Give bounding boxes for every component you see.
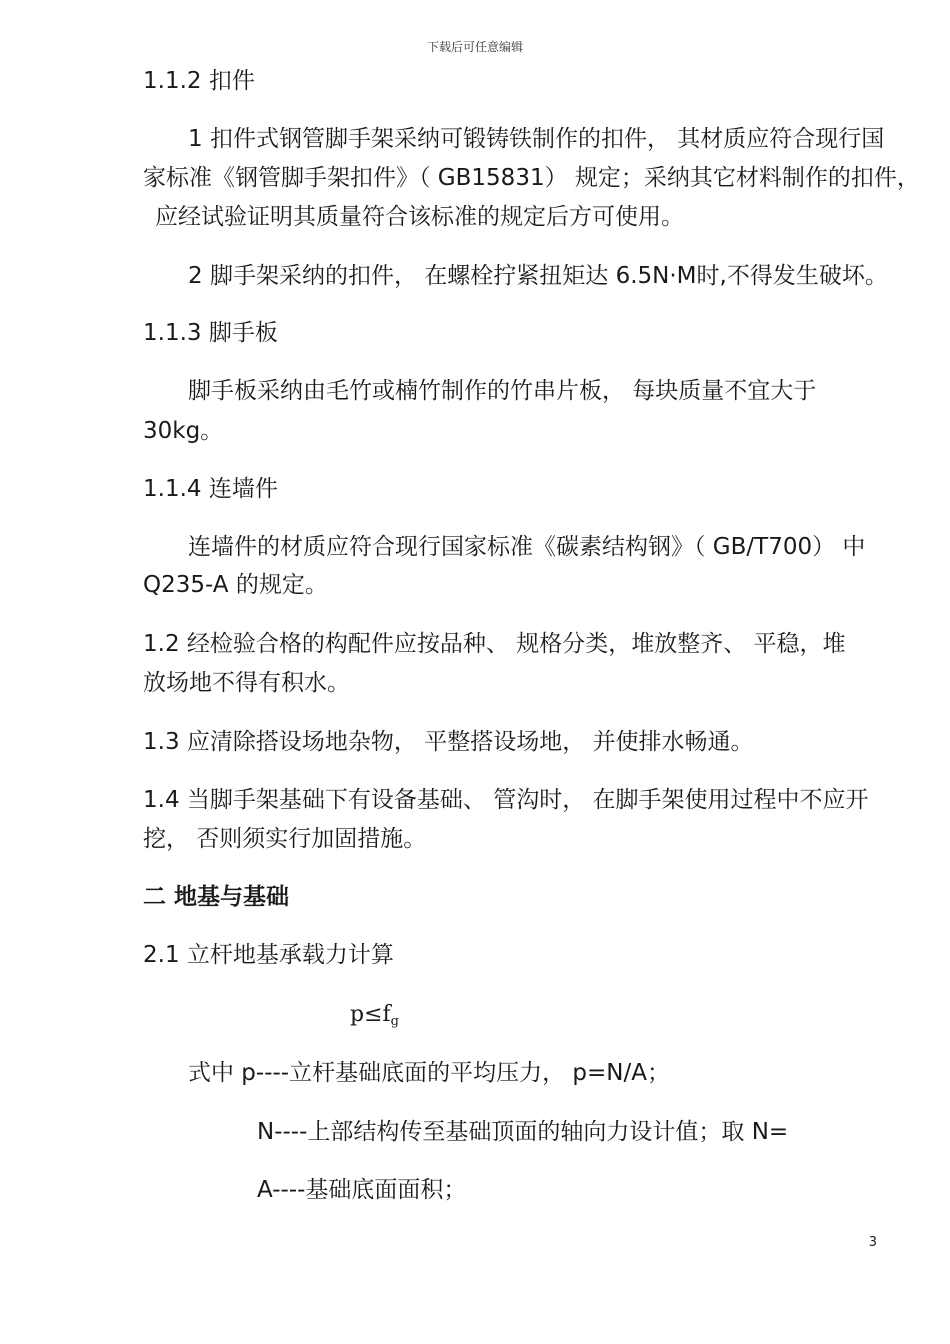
paragraph-line: 连墙件的材质应符合现行国家标准《碳素结构钢》（ GB/T700） 中 — [188, 534, 866, 560]
section-2-1-heading: 2.1 立杆地基承载力计算 — [143, 942, 394, 968]
paragraph-line: 1 扣件式钢管脚手架采纳可锻铸铁制作的扣件， 其材质应符合现行国 — [188, 126, 885, 152]
section-1-2-line: 放场地不得有积水。 — [143, 670, 350, 696]
section-1-4-line: 挖， 否则须实行加固措施。 — [143, 826, 427, 852]
section-1-2-line: 1.2 经检验合格的构配件应按品种、 规格分类，堆放整齐、 平稳，堆 — [143, 631, 846, 657]
where-line: A----基础底面面积； — [257, 1177, 467, 1203]
section-1-3-line: 1.3 应清除搭设场地杂物， 平整搭设场地， 并使排水畅通。 — [143, 729, 754, 755]
section-1-1-4-heading: 1.1.4 连墙件 — [143, 476, 278, 502]
paragraph-line: Q235-A 的规定。 — [143, 572, 328, 598]
formula-subscript: g — [390, 1014, 399, 1029]
paragraph-line: 30kg。 — [143, 418, 224, 444]
formula-main: p≤f — [350, 1002, 391, 1027]
header-note: 下载后可任意编辑 — [426, 40, 523, 54]
where-line: 式中 p----立杆基础底面的平均压力， p=N/A； — [188, 1060, 670, 1086]
where-line: N----上部结构传至基础顶面的轴向力设计值；取 N= — [257, 1119, 789, 1145]
paragraph-line: 脚手板采纳由毛竹或楠竹制作的竹串片板， 每块质量不宜大于 — [188, 378, 817, 404]
section-1-1-2-heading: 1.1.2 扣件 — [143, 68, 255, 94]
chapter-2-heading: 二 地基与基础 — [143, 884, 290, 910]
section-1-4-line: 1.4 当脚手架基础下有设备基础、 管沟时， 在脚手架使用过程中不应开 — [143, 787, 869, 813]
paragraph-line: 家标准《钢管脚手架扣件》（ GB15831） 规定；采纳其它材料制作的扣件， — [143, 165, 920, 191]
page-number: 3 — [868, 1235, 877, 1250]
paragraph-line: 2 脚手架采纳的扣件， 在螺栓拧紧扭矩达 6.5N·M时,不得发生破坏。 — [188, 263, 888, 289]
formula — [350, 1000, 399, 1037]
section-1-1-3-heading: 1.1.3 脚手板 — [143, 320, 278, 346]
paragraph-line: 应经试验证明其质量符合该标准的规定后方可使用。 — [155, 204, 684, 230]
